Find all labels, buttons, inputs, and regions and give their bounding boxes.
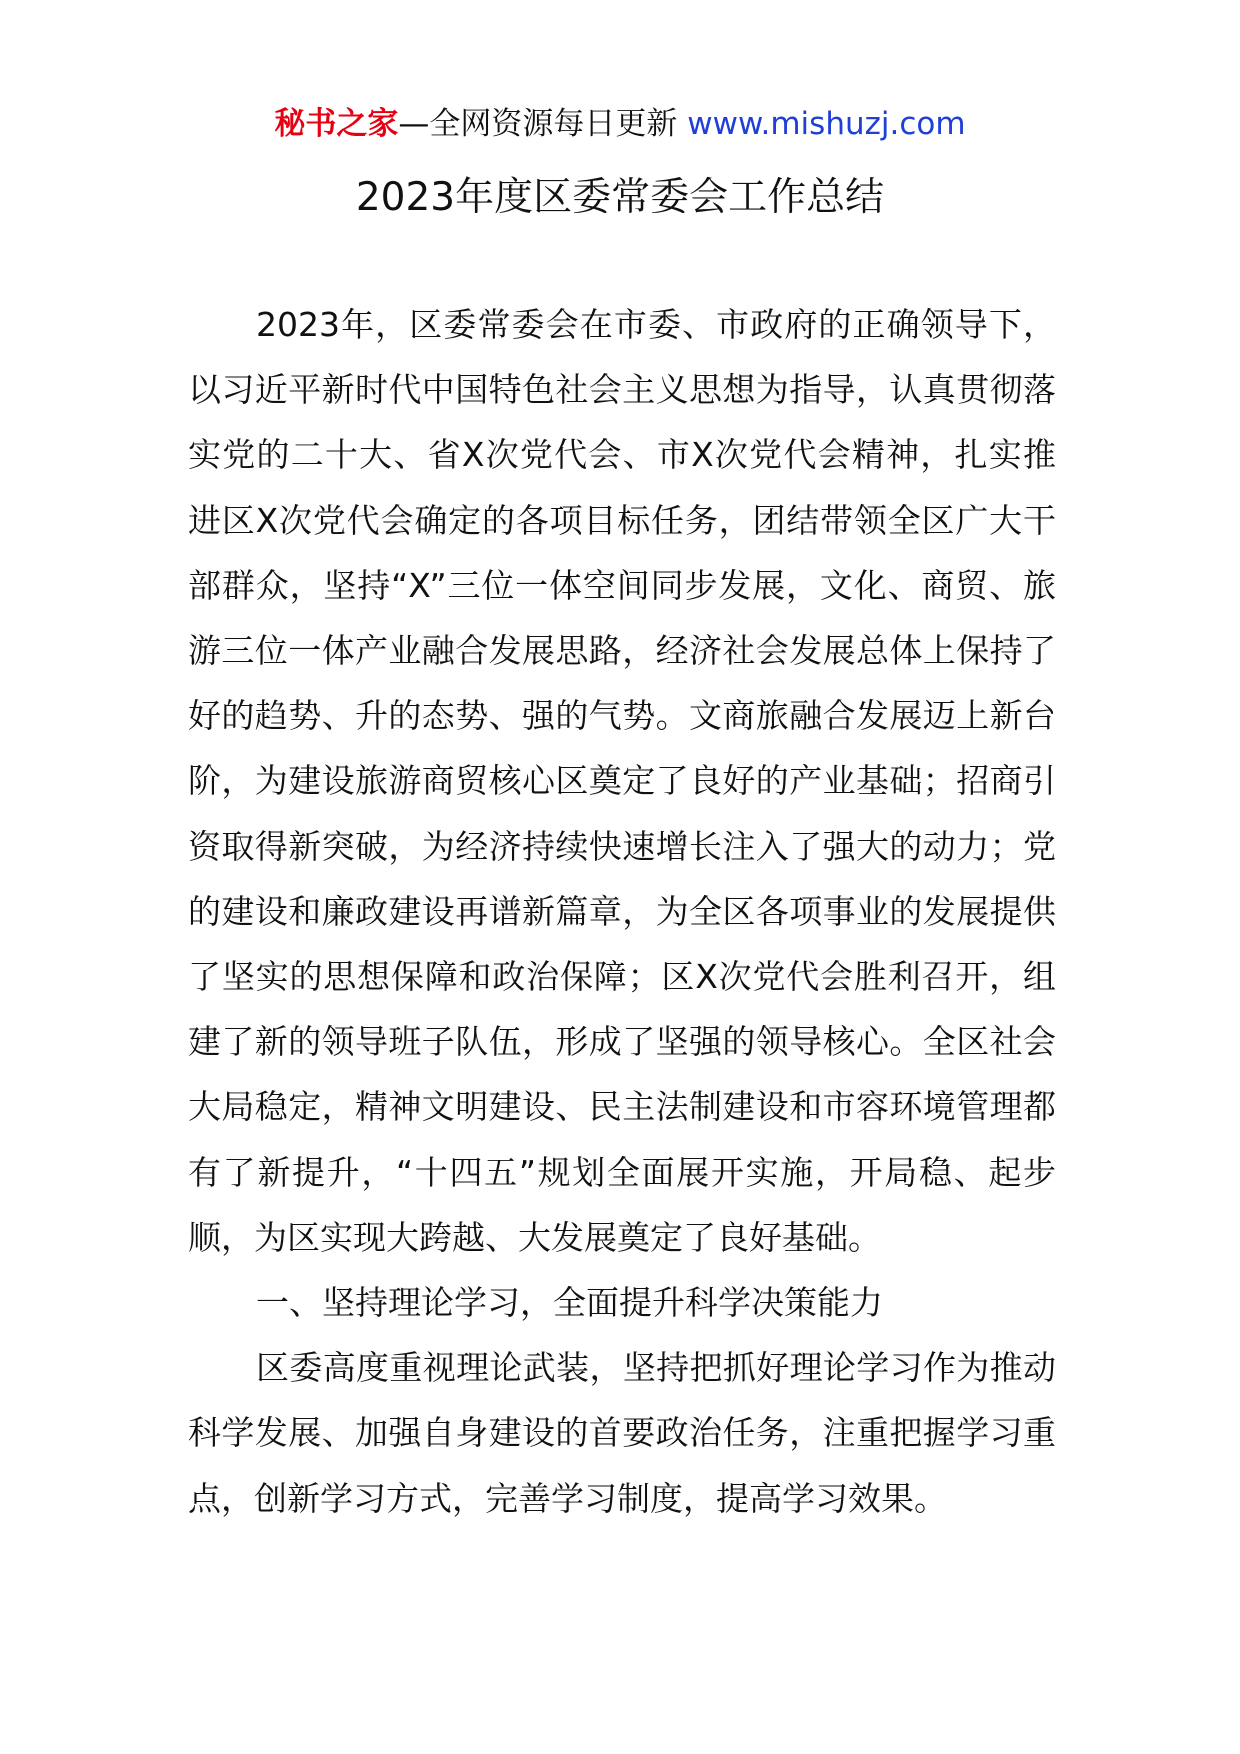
document-body (188, 292, 1056, 1531)
header-tagline: —全网资源每日更新 (398, 106, 678, 142)
document-title: 2023年度区委常委会工作总结 (355, 175, 885, 220)
brand-name: 秘书之家 (274, 106, 399, 142)
site-url-link[interactable]: www.mishuzj.com (687, 106, 966, 142)
section-heading: 一、坚持理论学习，全面提升科学决策能力 (256, 1283, 883, 1323)
section-paragraph: 区委高度重视理论武装，坚持把抓好理论学习作为推动科学发展、加强自身建设的首要政治任务，注重把握学习重点，创新学习方式，完善学习制度，提高学习效果。 (188, 1348, 1056, 1518)
site-header (0, 100, 1240, 148)
intro-paragraph: 2023年，区委常委会在市委、市政府的正确领导下，以习近平新时代中国特色社会主义思想为指导，认真贯彻落实党的二十大、省X次党代会、市X次党代会精神，扎实推进区X次党代会确定的各项目标任务，团结带领全区广大干部群众，坚持“X”三位一体空间同步发展，文化、商贸、旅游三位一体产业融合发展思路，经济社会发展总体上保持了好的趋势、升的态势、强的气势。文商旅融合发展迈上新台阶，为建设旅游商贸核心区奠定了良好的产业基础；招商引资取得新突破，为经济持续快速增长注入了强大的动力；党的建设和廉政建设再谱新篇章，为全区各项事业的发展提供了坚实的思想保障和政治保障；区X次党代会胜利召开，组建了新的领导班子队伍，形成了坚强的领导核心。全区社会大局稳定，精神文明建设、民主法制建设和市容环境管理都有了新提升，“十四五”规划全面展开实施，开局稳、起步顺，为区实现大跨越、大发展奠定了良好基础。 (188, 305, 1056, 1257)
